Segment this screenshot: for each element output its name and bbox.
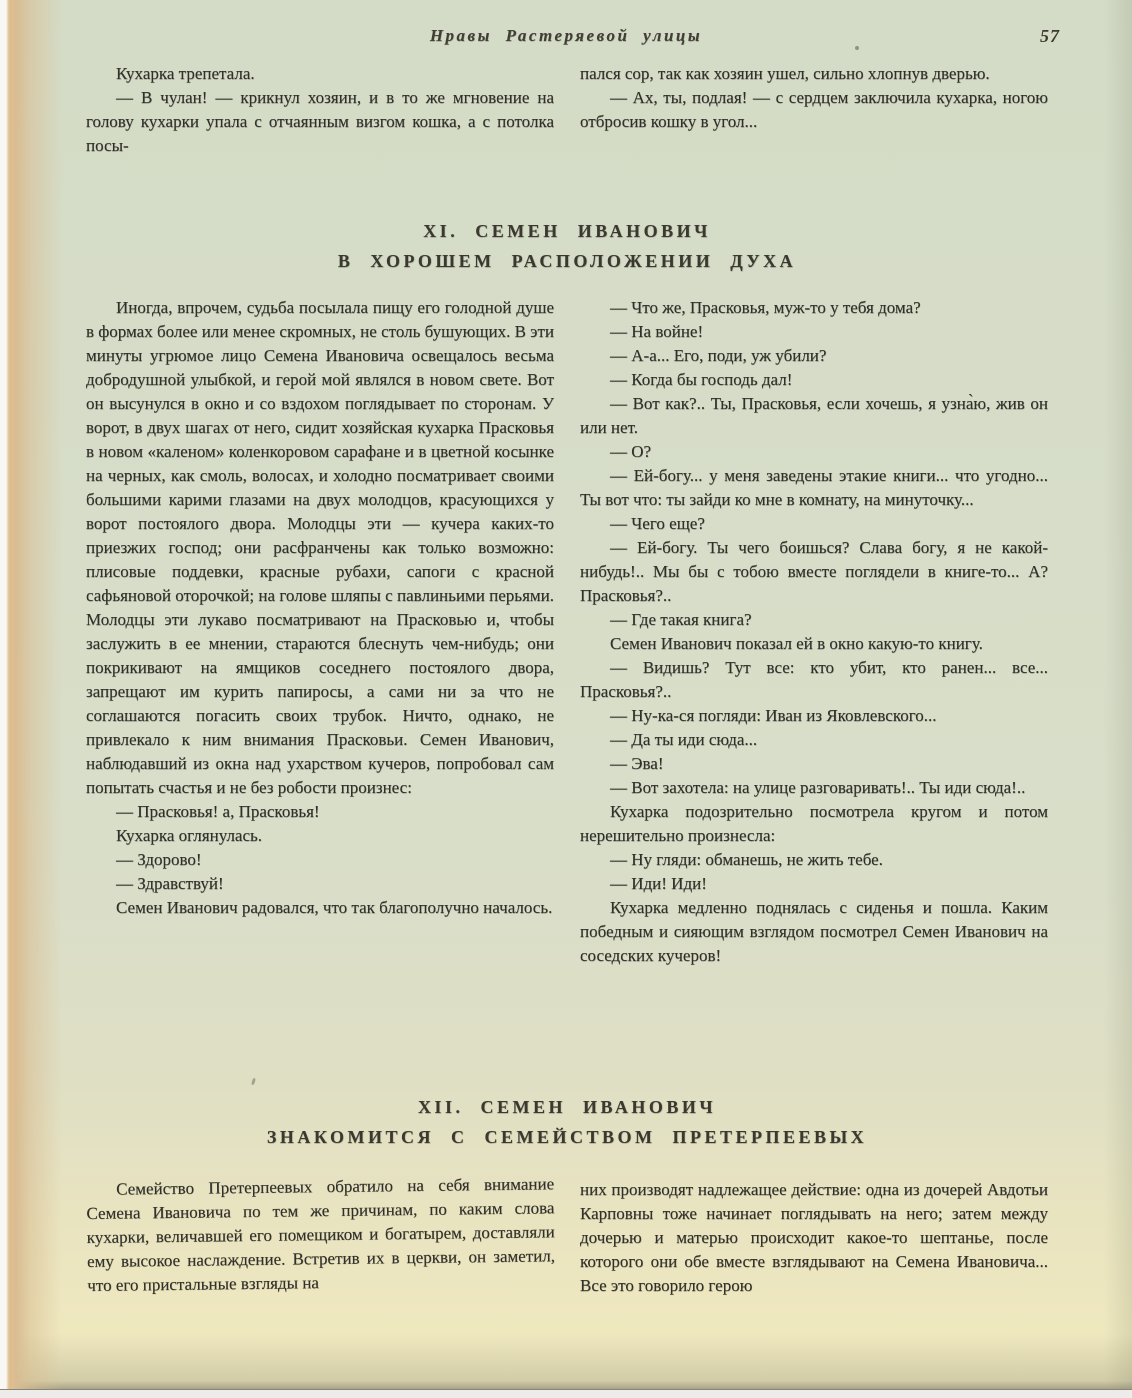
chapter-11-heading-line-1: XI. СЕМЕН ИВАНОВИЧ	[423, 221, 711, 241]
paragraph: Кухарка оглянулась.	[116, 826, 263, 845]
section-chapter-11	[86, 296, 1048, 1086]
paragraph: — Где такая книга?	[610, 610, 752, 629]
text-column-left	[86, 1172, 555, 1298]
text-column-right	[580, 296, 1048, 968]
paragraph: — Эва!	[610, 754, 664, 773]
paragraph: — Чего еще?	[610, 514, 705, 533]
running-header	[0, 26, 1132, 46]
paragraph: — На войне!	[610, 322, 704, 341]
paragraph: Семейство Претерпеевых обратило на себя внимание Семена Ивановича по тем же причинам, по каким слова кухарки, величавшей его помещиком и богатырем, доставляли ему высокое наслаждение. Встретив их в церкви, он заметил, что его пристальные взгляды на	[86, 1174, 556, 1295]
paragraph: Кухарка трепетала.	[116, 64, 255, 83]
paragraph: — Здравствуй!	[116, 874, 224, 893]
paragraph: — В чулан! — крикнул хозяин, и в то же мгновение на голову кухарки упала с отчаянным визгом кошка, а с потолка посы-	[86, 88, 554, 155]
paragraph: Кухарка медленно поднялась с сиденья и пошла. Каким победным и сияющим взглядом посмотрел Семен Иванович на соседских кучеров!	[580, 898, 1048, 965]
paragraph: пался сор, так как хозяин ушел, сильно хлопнув дверью.	[580, 64, 990, 83]
paragraph: — Ей-богу. Ты чего боишься? Слава богу, я не какой-нибудь!.. Мы бы с тобою вместе поглядели в книге-то... А? Прасковья?..	[580, 538, 1048, 605]
paragraph: — А-а... Его, поди, уж убили?	[610, 346, 827, 365]
page-number: 57	[1040, 26, 1060, 46]
paragraph: — Ах, ты, подлая! — с сердцем заключила кухарка, ногою отбросив кошку в угол...	[580, 88, 1048, 131]
paragraph: — Видишь? Тут все: кто убит, кто ранен... все... Прасковья?..	[580, 658, 1048, 701]
paragraph: — Здорово!	[116, 850, 202, 869]
paragraph: — Да ты иди сюда...	[610, 730, 758, 749]
text-column-left	[86, 62, 554, 162]
chapter-11-heading	[86, 216, 1048, 276]
paragraph: них производят надлежащее действие: одна из дочерей Авдотьи Карповны тоже начинает поглядывать на него; затем между дочерью и матерью происходит какое-то шептанье, после которого они обе вместе взглядывают на Семена Ивановича... Все это говорило герою	[580, 1180, 1048, 1295]
paragraph: — Ну-ка-ся погляди: Иван из Яковлевского...	[610, 706, 937, 725]
text-column-left	[86, 296, 554, 920]
paragraph: — Прасковья! а, Прасковья!	[116, 802, 320, 821]
paragraph: Иногда, впрочем, судьба посылала пищу его голодной душе в формах более или менее скромных, не столь бушующих. В эти минуты угрюмое лицо Семена Ивановича освещалось весьма добродушной улыбкой, и герой мой являлся в новом свете. Вот он высунулся в окно и со вздохом поглядывает по сторонам. У ворот, в двух шагах от него, сидит хозяйская кухарка Прасковья в новом «каленом» коленкоровом сарафане и в цветной косынке на черных, как смоль, волосах, и холодно посматривает своими большими карими глазами на двух молодцов, красующихся у ворот постоялого двора. Молодцы эти — кучера каких-то приезжих господ; они расфранчены как только возможно: плисовые поддевки, красные рубахи, сапоги с красной сафьяновой оторочкой; на голове шляпы с павлиньими перьями. Молодцы эти лукаво посматривают на Прасковью и, чтобы заслужить в ее мнении, стараются блеснуть чем-нибудь; они покрикивают на ямщиков соседнего постоялого двора, запрещают им курить папиросы, а сами ни за что не соглашаются погасить своих трубок. Ничто, однако, не привлекало к ним внимания Прасковьи. Семен Иванович, наблюдавший из окна над ухарством кучеров, попробовал сам попытать счастья и не без робости произнес:	[86, 298, 554, 797]
paragraph: — Ей-богу... у меня заведены этакие книги... что угодно... Ты вот что: ты зайди ко мне в комнату, на минуточку...	[580, 466, 1048, 509]
text-column-right	[580, 1178, 1048, 1298]
paragraph: — Когда бы господь дал!	[610, 370, 793, 389]
chapter-11-heading-line-2: В ХОРОШЕМ РАСПОЛОЖЕНИИ ДУХА	[337, 251, 797, 271]
chapter-12-heading-line-2: ЗНАКОМИТСЯ С СЕМЕЙСТВОМ ПРЕТЕРПЕЕВЫХ	[266, 1127, 868, 1147]
page-content	[86, 62, 1048, 1298]
chapter-12-heading-line-1: XII. СЕМЕН ИВАНОВИЧ	[417, 1097, 717, 1117]
running-header-title: Нравы Растеряевой улицы	[429, 26, 703, 45]
paragraph: — О?	[610, 442, 652, 461]
section-chapter-12	[86, 1174, 1048, 1298]
paragraph: — Что же, Прасковья, муж-то у тебя дома?	[610, 298, 921, 317]
paragraph: Семен Иванович радовался, что так благополучно началось.	[116, 898, 553, 917]
scan-edge-strip	[0, 1389, 1132, 1398]
paragraph: — Иди! Иди!	[610, 874, 707, 893]
paragraph: Кухарка подозрительно посмотрела кругом и потом нерешительно произнесла:	[580, 802, 1048, 845]
chapter-12-heading	[86, 1092, 1048, 1152]
section-chapter-10-end	[86, 62, 1048, 162]
text-column-right	[580, 62, 1048, 162]
paragraph: — Ну гляди: обманешь, не жить тебе.	[610, 850, 883, 869]
paragraph: — Вот захотела: на улице разговаривать!.. Ты иди сюда!..	[610, 778, 1026, 797]
ink-speck	[855, 46, 859, 50]
paragraph: — Вот как?.. Ты, Прасковья, если хочешь, я узна̀ю, жив он или нет.	[580, 394, 1048, 437]
paragraph: Семен Иванович показал ей в окно какую-то книгу.	[610, 634, 983, 653]
